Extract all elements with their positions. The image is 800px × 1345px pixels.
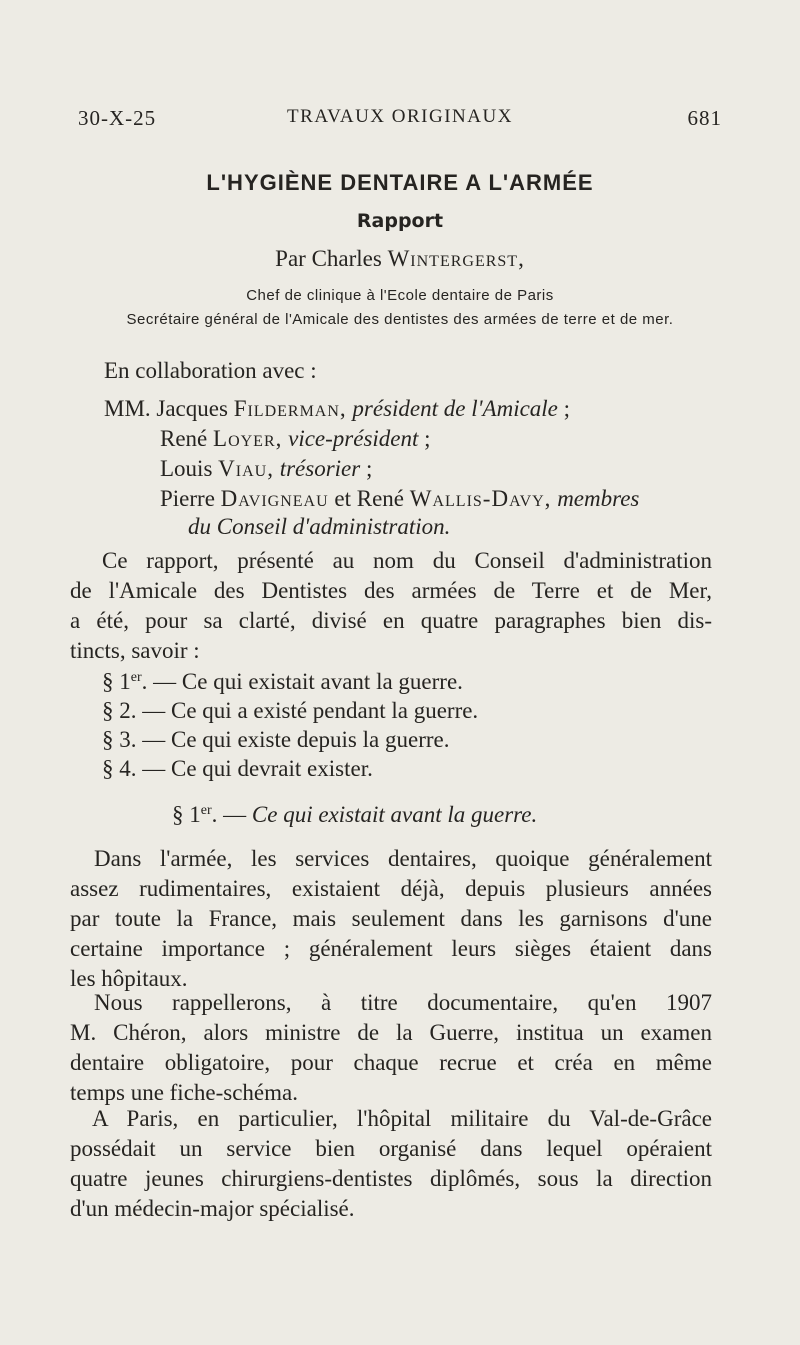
section-list-item: § 3. — Ce qui existe depuis la guerre. [102, 727, 450, 752]
running-header [78, 106, 722, 136]
author-name: Wintergerst, [387, 246, 525, 271]
paragraph-line: Ce rapport, présenté au nom du Conseil d'administration [102, 548, 712, 573]
member-continuation: du Conseil d'administration. [188, 514, 451, 539]
paragraph-line: dentaire obligatoire, pour chaque recrue et créa en même [70, 1050, 712, 1075]
member-line: Louis Viau, trésorier ; [160, 456, 373, 481]
page-number: 681 [687, 106, 722, 130]
paragraph-line: d'un médecin-major spécialisé. [70, 1196, 355, 1221]
article-subtitle: Rapport [356, 210, 444, 232]
byline [0, 246, 800, 272]
paragraph-line: certaine importance ; généralement leurs sièges étaient dans [70, 936, 712, 961]
section-list-item: § 4. — Ce qui devrait exister. [102, 756, 373, 781]
body-paragraph [70, 1104, 712, 1224]
member-line: Pierre Davigneau et René Wallis-Davy, membres [160, 486, 640, 511]
intro-paragraph [70, 546, 712, 666]
article-title: L'HYGIÈNE DENTAIRE A L'ARMÉE [206, 170, 594, 195]
byline-prefix: Par Charles [275, 246, 388, 271]
collaboration-intro: En collaboration avec : [104, 358, 317, 383]
paragraph-line: possédait un service bien organisé dans lequel opéraient [70, 1136, 712, 1161]
paragraph-line: quatre jeunes chirurgiens-dentistes diplômés, sous la direction [70, 1166, 712, 1191]
paragraph-line: les hôpitaux. [70, 966, 188, 991]
paragraph-line: temps une fiche-schéma. [70, 1080, 298, 1105]
paragraph-line: A Paris, en particulier, l'hôpital militaire du Val-de-Grâce [92, 1106, 712, 1131]
paragraph-line: de l'Amicale des Dentistes des armées de Terre et de Mer, [70, 578, 712, 603]
paragraph-line: Nous rappellerons, à titre documentaire, qu'en 1907 [94, 990, 712, 1015]
paragraph-line: assez rudimentaires, existaient déjà, depuis plusieurs années [70, 876, 712, 901]
affiliation-line: Chef de clinique à l'Ecole dentaire de Paris [246, 287, 554, 304]
header-date: 30-X-25 [78, 106, 157, 130]
body-paragraph [70, 844, 712, 994]
paragraph-line: M. Chéron, alors ministre de la Guerre, institua un examen [70, 1020, 712, 1045]
paragraph-line: a été, pour sa clarté, divisé en quatre paragraphes bien dis- [70, 608, 712, 633]
affiliation-line: Secrétaire général de l'Amicale des dentistes des armées de terre et de mer. [126, 311, 674, 328]
header-section: TRAVAUX ORIGINAUX [287, 106, 513, 127]
paragraph-line: par toute la France, mais seulement dans les garnisons d'une [70, 906, 712, 931]
member-line: René Loyer, vice-président ; [160, 426, 431, 451]
paragraph-line: Dans l'armée, les services dentaires, quoique généralement [94, 846, 712, 871]
body-paragraph [70, 988, 712, 1108]
member-line: MM. Jacques Filderman, président de l'Amicale ; [104, 396, 571, 421]
section-list-item: § 2. — Ce qui a existé pendant la guerre. [102, 698, 479, 723]
section-list-item: § 1er. — Ce qui existait avant la guerre. [102, 669, 463, 694]
section-heading: § 1er. — Ce qui existait avant la guerre. [172, 802, 538, 827]
paragraph-line: tincts, savoir : [70, 638, 200, 663]
